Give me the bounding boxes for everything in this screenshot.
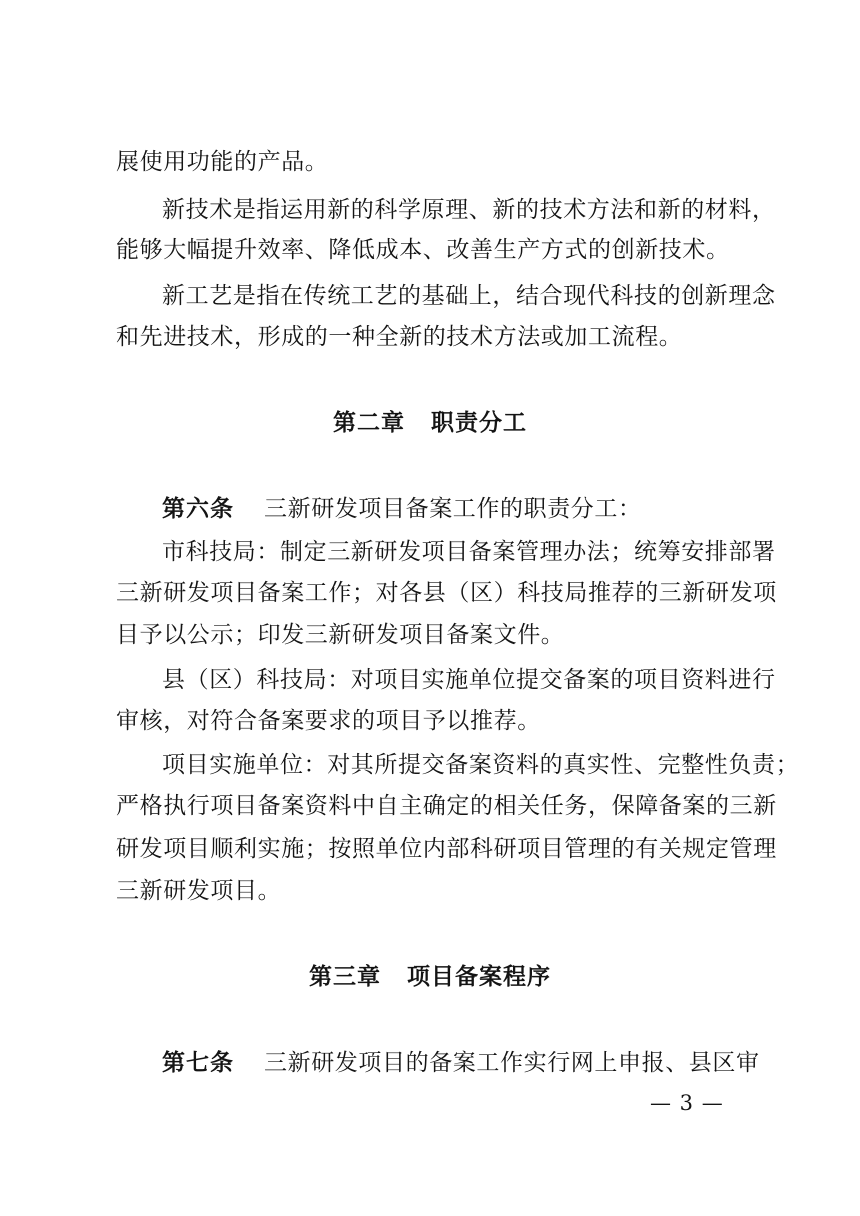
chapter-number: 第二章	[333, 410, 405, 436]
paragraph-line: 新技术是指运用新的科学原理、新的技术方法和新的材料，	[162, 197, 776, 223]
chapter-title: 项目备案程序	[407, 964, 551, 990]
paragraph-line: 研发项目顺利实施；按照单位内部科研项目管理的有关规定管理	[116, 836, 777, 862]
paragraph-line: 能够大幅提升效率、降低成本、改善生产方式的创新技术。	[116, 237, 730, 263]
paragraph-line: 目予以公示；印发三新研发项目备案文件。	[116, 622, 565, 648]
paragraph-line: 项目实施单位：对其所提交备案资料的真实性、完整性负责；	[162, 752, 800, 778]
paragraph-line: 展使用功能的产品。	[116, 149, 329, 175]
article-heading-line	[162, 1048, 760, 1078]
paragraph-line: 三新研发项目。	[116, 878, 282, 904]
chapter-title: 职责分工	[431, 410, 527, 436]
paragraph-line: 严格执行项目备案资料中自主确定的相关任务，保障备案的三新	[116, 793, 777, 819]
paragraph-line: 县（区）科技局：对项目实施单位提交备案的项目资料进行	[162, 667, 776, 693]
chapter-heading	[0, 408, 860, 438]
paragraph-line: 审核，对符合备案要求的项目予以推荐。	[116, 708, 541, 734]
article-text: 三新研发项目备案工作的职责分工：	[264, 496, 642, 522]
article-heading-line	[162, 494, 756, 524]
paragraph-line: 新工艺是指在传统工艺的基础上，结合现代科技的创新理念	[162, 283, 776, 309]
article-text: 三新研发项目的备案工作实行网上申报、县区审	[264, 1050, 760, 1076]
article-label: 第七条	[162, 1050, 234, 1076]
paragraph-line: 市科技局：制定三新研发项目备案管理办法；统筹安排部署	[162, 539, 776, 565]
chapter-heading	[0, 962, 860, 992]
paragraph-line: 三新研发项目备案工作；对各县（区）科技局推荐的三新研发项	[116, 580, 777, 606]
chapter-number: 第三章	[309, 964, 381, 990]
page-number: — 3 —	[650, 1091, 724, 1115]
paragraph-line: 和先进技术，形成的一种全新的技术方法或加工流程。	[116, 324, 683, 350]
article-label: 第六条	[162, 496, 234, 522]
